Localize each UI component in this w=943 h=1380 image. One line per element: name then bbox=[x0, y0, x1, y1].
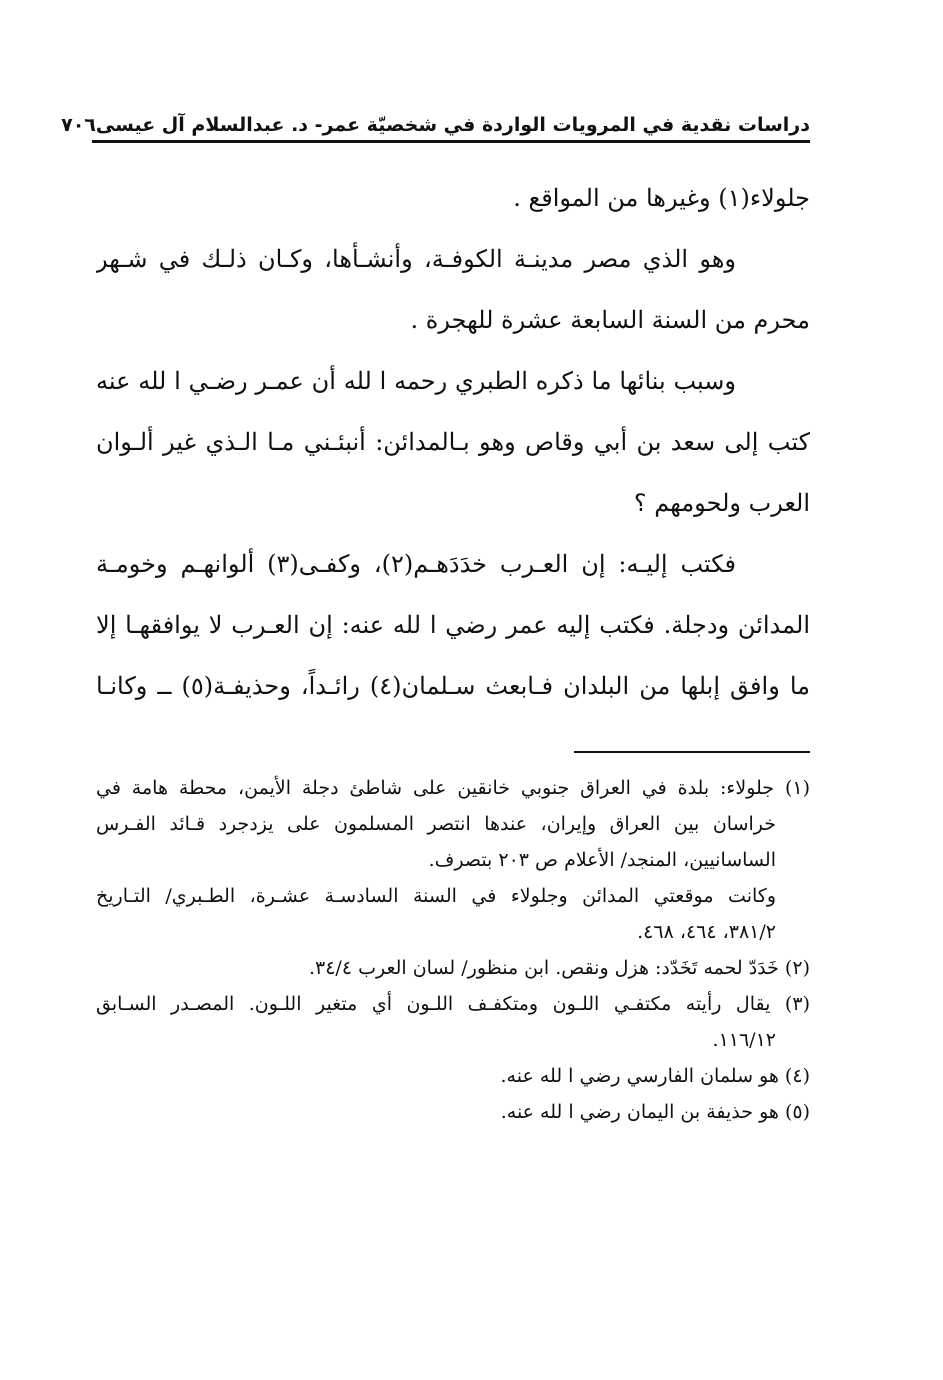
body-line: وهو الذي مصر مدينـة الكوفـة، وأنشـأها، وكـان ذلـك في شـهر bbox=[96, 245, 737, 273]
body-line: فكتب إليـه: إن العـرب خدَدَهـم(٢)، وكفـى(٣) ألوانهـم وخومـة bbox=[96, 550, 737, 578]
footnote-line: (٣) يقال رأيته مكتفـي اللـون ومتكفـف اللـون أي متغير اللـون. المصـدر السـابق bbox=[96, 993, 810, 1015]
footnotes bbox=[96, 770, 810, 1130]
footnote-line: خراسان بين العراق وإيران، عندها انتصر المسلمون على يزدجرد قـائد الفـرس bbox=[96, 813, 776, 835]
header-divider bbox=[92, 140, 810, 143]
footnote-line: وكانت موقعتي المدائن وجلولاء في السنة السادسـة عشـرة، الطـبري/ التـاريخ bbox=[96, 885, 776, 907]
footnote-line: (٥) هو حذيفة بن اليمان رضي ا لله عنه. bbox=[500, 1101, 810, 1123]
footnote-line: (٢) خَدَدّ لحمه تَخَدّد: هزل ونقص. ابن منظور/ لسان العرب ٣٤/٤. bbox=[308, 957, 810, 979]
footnote-line: ١١٦/١٢. bbox=[712, 1029, 776, 1051]
footnote-line: ٣٨١/٢، ٤٦٤، ٤٦٨. bbox=[637, 921, 776, 943]
main-text bbox=[96, 168, 810, 717]
body-line: المدائن ودجلة. فكتب إليه عمر رضي ا لله عنه: إن العـرب لا يوافقهـا إلا bbox=[96, 611, 810, 639]
body-line: محرم من السنة السابعة عشرة للهجرة . bbox=[410, 306, 810, 334]
footnote-line: (٤) هو سلمان الفارسي رضي ا لله عنه. bbox=[500, 1065, 810, 1087]
header-title: دراسات نقدية في المرويات الواردة في شخصيّة عمر- د. عبدالسلام آل عيسى bbox=[95, 114, 810, 136]
body-line: العرب ولحومهم ؟ bbox=[633, 489, 810, 517]
running-header bbox=[61, 106, 810, 140]
body-line: كتب إلى سعد بن أبي وقاص وهو بـالمدائن: أنبئـني مـا الـذي غير ألـوان bbox=[96, 428, 810, 456]
footnote-divider bbox=[574, 751, 810, 753]
body-line: ما وافق إبلها من البلدان فـابعث سـلمان(٤) رائـداً، وحذيفـة(٥) ــ وكانـا bbox=[96, 672, 810, 700]
body-line: جلولاء(١) وغيرها من المواقع . bbox=[513, 184, 810, 212]
page-number: ٧٠٦ bbox=[61, 114, 96, 136]
footnote-line: (١) جلولاء: بلدة في العراق جنوبي خانقين على شاطئ دجلة الأيمن، محطة هامة في bbox=[96, 777, 810, 799]
footnote-line: الساسانيين، المنجد/ الأعلام ص ٢٠٣ بتصرف. bbox=[428, 849, 776, 871]
body-line: وسبب بنائها ما ذكره الطبري رحمه ا لله أن عمـر رضـي ا لله عنه bbox=[96, 367, 736, 395]
